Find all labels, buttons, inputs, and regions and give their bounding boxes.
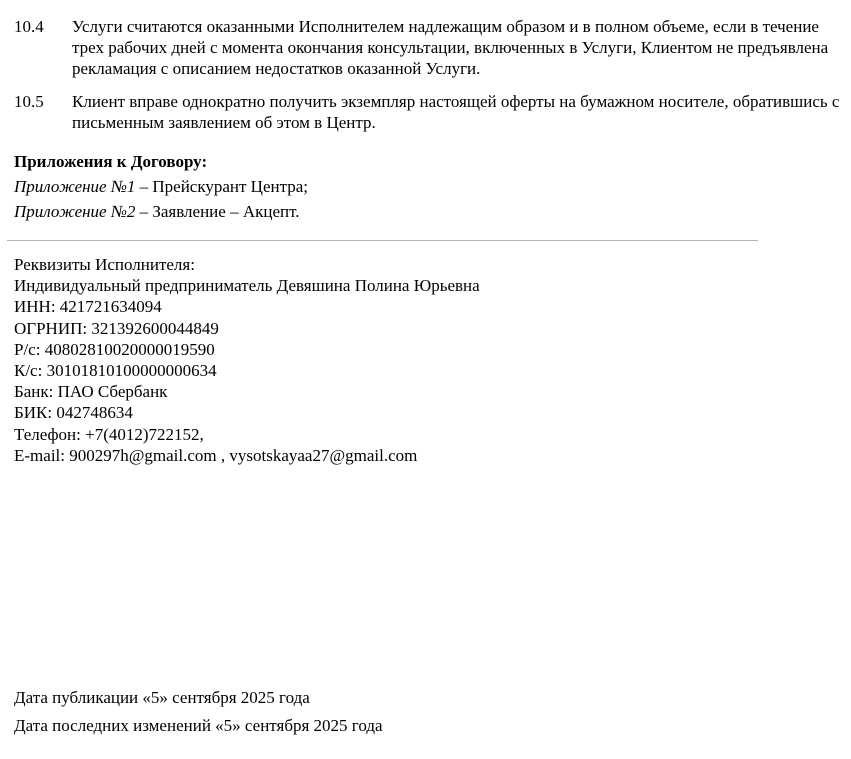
appendix-text: – Заявление – Акцепт. bbox=[135, 202, 300, 221]
requisites-bik: БИК: 042748634 bbox=[14, 403, 133, 422]
requisites-phone: Телефон: +7(4012)722152, bbox=[14, 425, 204, 444]
appendix-text: – Прейскурант Центра; bbox=[135, 177, 309, 196]
appendix-item-1 bbox=[14, 176, 308, 197]
publication-date: Дата публикации «5» сентября 2025 года bbox=[14, 688, 310, 707]
requisites-inn: ИНН: 421721634094 bbox=[14, 297, 162, 316]
clause-text: Услуги считаются оказанными Исполнителем надлежащим образом и в полном объеме, если в течение трех рабочих дней с момента окончания консультации, включенных в Услуги, Клиентом не предъявлена рекламация с описанием недостатков оказанной Услуги. bbox=[72, 17, 829, 78]
requisites-bank: Банк: ПАО Сбербанк bbox=[14, 382, 168, 401]
section-divider bbox=[7, 240, 758, 241]
requisites-ogrnip: ОГРНИП: 321392600044849 bbox=[14, 319, 219, 338]
clause-10-5 bbox=[14, 91, 844, 133]
appendix-label: Приложение №2 bbox=[14, 202, 136, 221]
clause-10-4 bbox=[14, 16, 844, 79]
clause-text: Клиент вправе однократно получить экземпляр настоящей оферты на бумажном носителе, обратившись с письменным заявлением об этом в Центр. bbox=[72, 92, 840, 132]
clause-number: 10.5 bbox=[14, 92, 44, 111]
appendix-label: Приложение №1 bbox=[14, 177, 136, 196]
requisites-entrepreneur: Индивидуальный предприниматель Девяшина Полина Юрьевна bbox=[14, 276, 480, 295]
appendices-heading: Приложения к Договору: bbox=[14, 152, 208, 171]
last-modified-date: Дата последних изменений «5» сентября 2025 года bbox=[14, 716, 383, 735]
appendix-item-2 bbox=[14, 201, 300, 222]
requisites-heading: Реквизиты Исполнителя: bbox=[14, 255, 195, 274]
clause-number: 10.4 bbox=[14, 17, 44, 36]
requisites-corr-account: К/с: 30101810100000000634 bbox=[14, 361, 217, 380]
requisites-account: Р/с: 40802810020000019590 bbox=[14, 340, 215, 359]
requisites-email: E-mail: 900297h@gmail.com , vysotskayaa27@gmail.com bbox=[14, 446, 418, 465]
